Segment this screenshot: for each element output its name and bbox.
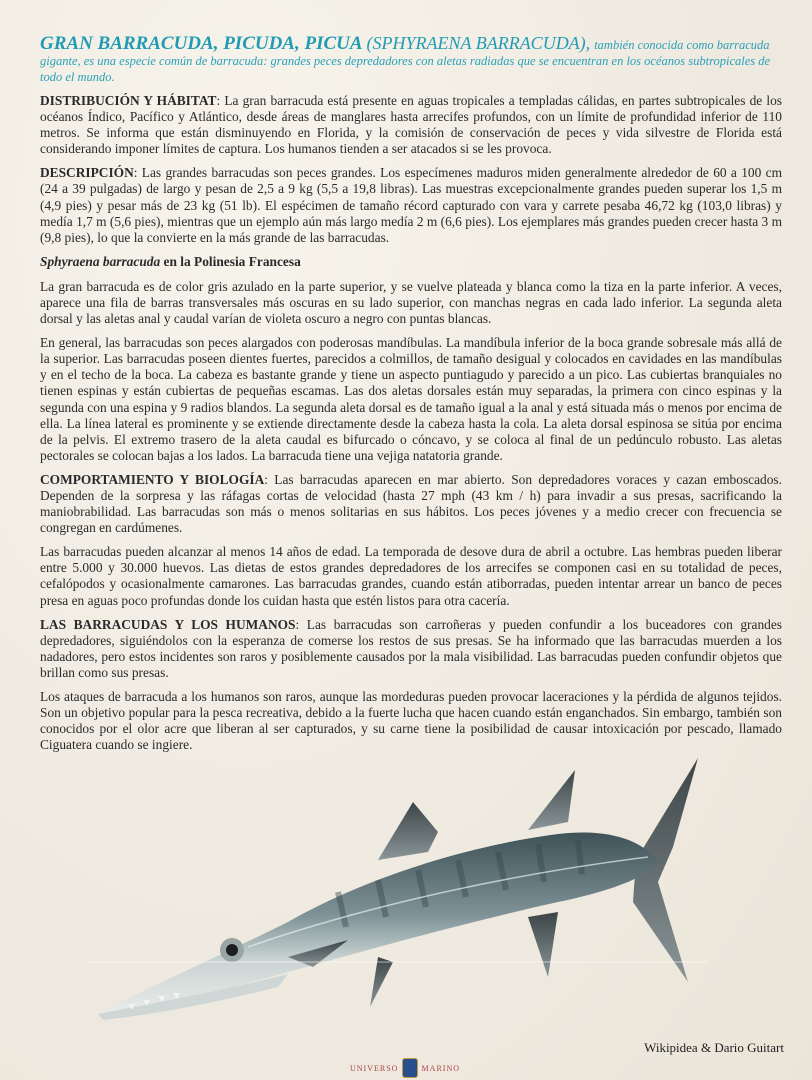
description-text: : Las grandes barracudas son peces grandes. Los especímenes maduros miden generalmente alrededor de 60 a 100 cm (24 a 39 pulgadas) de largo y pesan de 2,5 a 9 kg (5,5 a 19,8 libras). Las muestras excepcionalmente grandes pueden superar los 1,5 m (4,9 pies) y pesar más de 23 kg (51 lb). El espécimen de tamaño récord capturado con vara y carrete pesaba 46,72 kg (103,0 libras) y medía 1,7 m (5,6 pies), mientras que un ejemplo aún más largo medía 2 m (6,6 pies). Los ejemplares más grandes pueden crecer hasta 3 m (9,8 pies), lo que la convierte en la más grande de las barracudas. [40,165,782,245]
brand-logo-icon [402,1058,418,1078]
footer-brand-left: UNIVERSO [350,1063,399,1073]
footer-brand-right: MARINO [421,1063,460,1073]
description-heading: DESCRIPCIÓN [40,165,134,181]
distribution-heading: DISTRIBUCIÓN Y HÁBITAT [40,93,217,108]
barracuda-illustration [88,752,708,1042]
behavior-paragraph [40,472,782,536]
distribution-paragraph [40,93,782,157]
polynesia-caption [40,254,782,270]
general-paragraph: En general, las barracudas son peces alargados con poderosas mandíbulas. La mandíbula inferior de la boca grande sobresale más allá de la superior. Las barracudas poseen dientes fuertes, parecidos a colmillos, de tamaño desigual y colocados en cavidades en las mandíbulas y en el techo de la boca. La cabeza es bastante grande y tiene un aspecto puntiagudo y parecido a un pico. Las cubiertas branquiales no tienen espinas y están cubiertas de pequeñas escamas. Las dos aletas dorsales están muy separadas, la primera con cinco espinas y la segunda con una espina y 9 radios blandos. La segunda aleta dorsal es de tamaño igual a la anal y está situada más o menos por encima de ella. La línea lateral es prominente y se extiende directamente desde la cabeza hasta la cola. La aleta dorsal espinosa se sitúa por encima de la pelvis. El extremo trasero de la aleta caudal es bifurcado o cóncavo, y se coloca al final de un pedúnculo robusto. Las aletas pectorales se colocan bajas a los lados. La barracuda tiene una vejiga natatoria grande. [40,335,782,463]
page-subtitle: también conocida como barracuda gigante, es una especie común de barracuda: grandes peces depredadores con aletas radiadas que se encuentran en los océanos subtropicales de todo el mundo. [40,38,771,84]
humans-heading: LAS BARRACUDAS Y LOS HUMANOS [40,616,296,632]
description-paragraph [40,165,782,245]
credit-line: Wikipidea & Dario Guitart [644,1040,784,1055]
distribution-text: : La gran barracuda está presente en aguas tropicales a templadas cálidas, en partes subtropicales de los océanos Índico, Pacífico y Atlántico, desde áreas de manglares hasta arrecifes profundos, con un límite de profundidad inferior de 110 metros. Se informa que están disminuyendo en Florida, y la comisión de conservación de peces y vida silvestre de Florida está considerando imponer límites de captura. Los humanos tienden a ser atacados si se les provoca. [40,93,783,157]
polynesia-species: Sphyraena barracuda [40,253,161,269]
title-block [40,33,782,85]
color-paragraph: La gran barracuda es de color gris azulado en la parte superior, y se vuelve plateada y blanca como la tiza en la parte inferior. A veces, aparece una fila de barras transversales más oscuras en su lado superior, con manchas negras en cada lado inferior. La segunda aleta dorsal y las aletas anal y caudal varían de violeta oscuro a negro con puntas blancas. [40,278,782,327]
attacks-paragraph: Los ataques de barracuda a los humanos son raros, aunque las mordeduras pueden provocar laceraciones y la pérdida de algunos tejidos. Son un objetivo popular para la pesca recreativa, debido a la fuerte lucha que hacen cuando están enganchados. Sin embargo, también son conocidos por el olor acre que liberan al ser capturados, y su carne tiene la posibilidad de causar intoxicación por pescado, llamado Ciguatera cuando se ingiere. [40,689,782,753]
polynesia-location: en la Polinesia Francesa [160,253,301,269]
humans-text: : Las barracudas son carroñeras y pueden confundir a los buceadores con grandes depredadores, siguiéndolos con la esperanza de comerse los restos de sus presas. Se ha informado que las barracudas muerden a los nadadores, pero estos incidentes son raros y posiblemente causados por la mala visibilidad. Las barracudas pueden confundir objetos que brillan como sus presas. [40,616,782,680]
life-paragraph: Las barracudas pueden alcanzar al menos 14 años de edad. La temporada de desove dura de abril a octubre. Las hembras pueden liberar entre 5.000 y 30.000 huevos. Las dietas de estos grandes depredadores de los arrecifes se componen casi en su totalidad de peces, cefalópodos y ocasionalmente camarones. Las barracudas grandes, cuando están atiborradas, pueden intentar arrear un banco de peces presa en aguas poco profundas donde los cuidan hasta que estén listos para otra cacería. [40,544,782,608]
page-title: GRAN BARRACUDA, PICUDA, PICUA [40,33,363,54]
article [40,33,783,761]
scientific-name: (SPHYRAENA BARRACUDA), [366,33,591,53]
barracuda-image [88,752,708,1042]
behavior-text: : Las barracudas aparecen en mar abierto. Son depredadores voraces y cazan emboscados. Dependen de la sorpresa y las ráfagas cortas de velocidad (hasta 27 mph (43 km / h) para invadir a sus presas, sacrificando la maniobrabilidad. Las barracudas son más o menos solitarias en sus hábitos. Los peces jóvenes y a medio crecer con frecuencia se congregan en cardúmenes. [40,471,782,536]
behavior-heading: COMPORTAMIENTO Y BIOLOGÍA [40,471,265,487]
humans-paragraph [40,617,782,681]
footer-logo [350,1058,460,1078]
